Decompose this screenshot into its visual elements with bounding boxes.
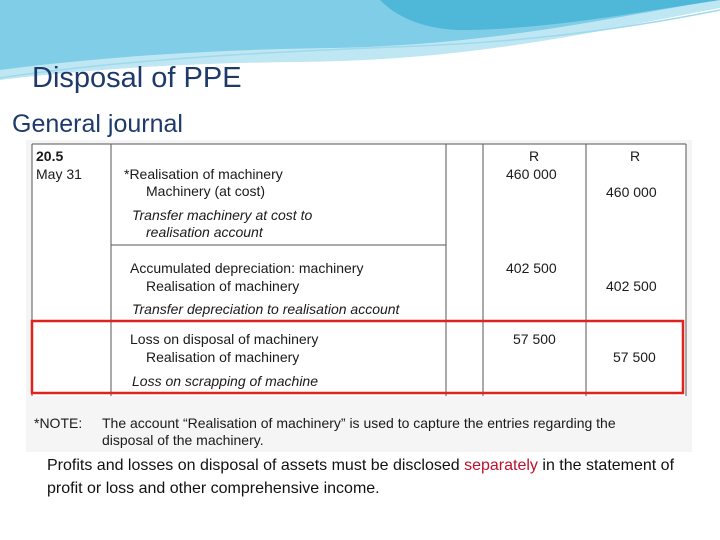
entry1-credit-amount: 460 000	[606, 184, 657, 200]
column-header-debit: R	[529, 148, 540, 164]
entry2-narration-line1: Transfer depreciation to realisation account	[132, 301, 400, 317]
slide-title: Disposal of PPE	[32, 62, 242, 94]
note-line1: The account “Realisation of machinery” is used to capture the entries regarding the	[102, 415, 616, 431]
entry3-debit-amount: 57 500	[513, 331, 556, 347]
caption-highlight: separately	[464, 457, 538, 474]
slide-subtitle: General journal	[12, 110, 183, 138]
entry3-credit-amount: 57 500	[613, 349, 656, 365]
journal-date-day: May 31	[36, 166, 82, 182]
entry2-debit-amount: 402 500	[506, 260, 557, 276]
entry2-credit-amount: 402 500	[606, 278, 657, 294]
entry2-credit-account: Realisation of machinery	[146, 278, 300, 294]
entry1-debit-account: *Realisation of machinery	[124, 166, 283, 182]
journal-grid	[26, 140, 692, 452]
entry3-narration-line1: Loss on scrapping of machine	[132, 373, 318, 389]
entry1-debit-amount: 460 000	[506, 166, 557, 182]
entry1-credit-account: Machinery (at cost)	[146, 183, 266, 199]
note-label: *NOTE:	[34, 415, 83, 431]
column-header-credit: R	[630, 148, 641, 164]
caption-text-after: in the statement of profit or loss and other comprehensive income.	[47, 457, 675, 497]
note-line2: disposal of the machinery.	[102, 432, 264, 448]
journal-date-year: 20.5	[36, 148, 64, 164]
general-journal-table	[26, 140, 692, 452]
entry1-narration-line2: realisation account	[146, 224, 263, 240]
entry2-debit-account: Accumulated depreciation: machinery	[130, 260, 364, 276]
disclosure-caption	[47, 454, 687, 500]
entry3-credit-account: Realisation of machinery	[146, 349, 300, 365]
caption-text-before: Profits and losses on disposal of assets must be disclosed	[47, 457, 465, 474]
entry3-debit-account: Loss on disposal of machinery	[130, 331, 319, 347]
entry1-narration-line1: Transfer machinery at cost to	[132, 207, 313, 223]
